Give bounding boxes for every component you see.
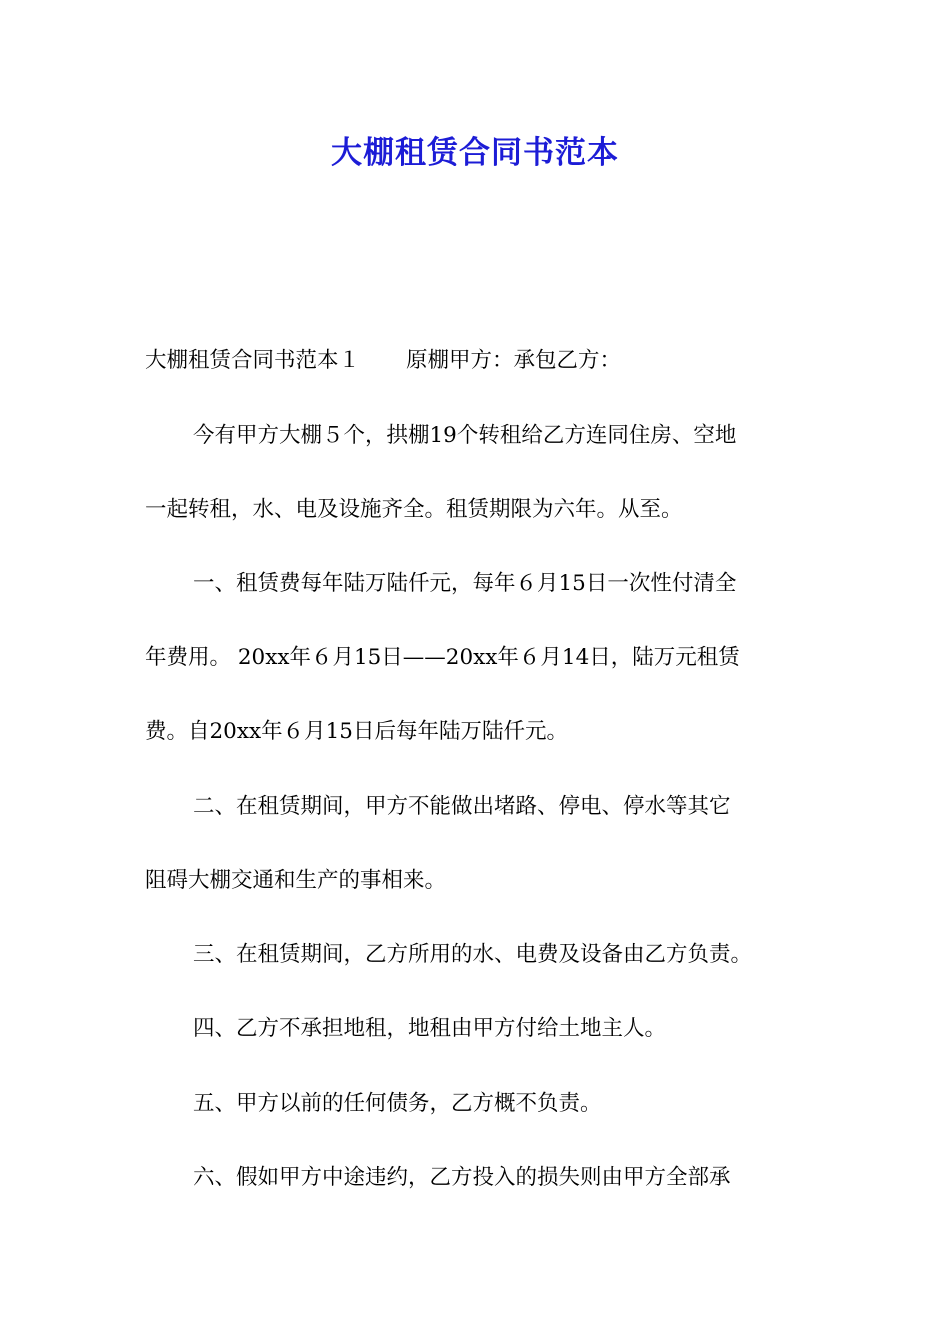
paragraph-line-1: 今有甲方大棚５个，拱棚19个转租给乙方连同住房、空地 xyxy=(193,423,737,448)
heading-line xyxy=(145,346,621,376)
paragraph-line-5: 费。自20xx年６月15日后每年陆万陆仟元。 xyxy=(145,719,568,744)
heading-left: 大棚租赁合同书范本１ xyxy=(145,348,361,373)
paragraph-line-6: 二、在租赁期间，甲方不能做出堵路、停电、停水等其它 xyxy=(193,794,731,819)
paragraph-line-7: 阻碍大棚交通和生产的事相来。 xyxy=(145,868,447,893)
paragraph-line-10: 五、甲方以前的任何债务，乙方概不负责。 xyxy=(193,1091,602,1116)
heading-right: 原棚甲方：承包乙方： xyxy=(406,348,622,373)
paragraph-line-11: 六、假如甲方中途违约，乙方投入的损失则由甲方全部承 xyxy=(193,1165,731,1190)
paragraph-line-8: 三、在租赁期间，乙方所用的水、电费及设备由乙方负责。 xyxy=(193,942,753,967)
document-title: 大棚租赁合同书范本 xyxy=(331,135,619,171)
paragraph-line-4: 年费用。 20xx年６月15日——20xx年６月14日，陆万元租赁 xyxy=(145,645,740,670)
paragraph-line-2: 一起转租，水、电及设施齐全。租赁期限为六年。从至。 xyxy=(145,497,683,522)
paragraph-line-3: 一、租赁费每年陆万陆仟元，每年６月15日一次性付清全 xyxy=(193,571,737,596)
paragraph-line-9: 四、乙方不承担地租，地租由甲方付给土地主人。 xyxy=(193,1016,667,1041)
